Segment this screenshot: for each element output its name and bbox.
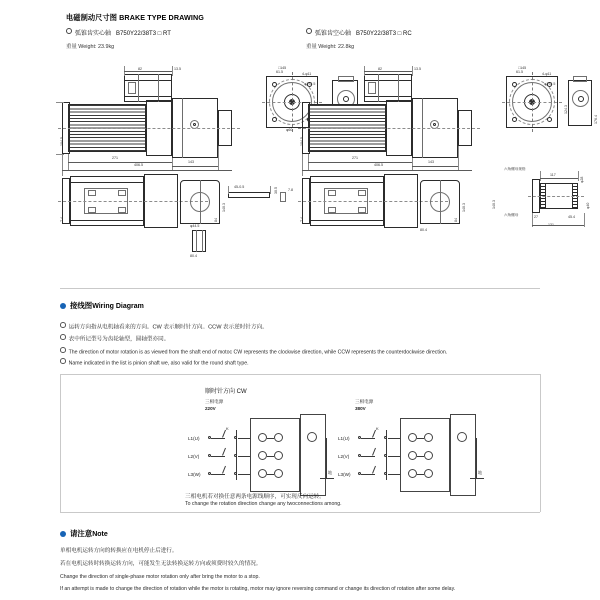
- supply-left-cn: 三相电源: [205, 399, 224, 404]
- wiring-circuit-220v: [188, 412, 338, 502]
- bullet-icon: [60, 322, 66, 328]
- bullet-icon: [60, 358, 66, 364]
- left-weight: [66, 42, 114, 50]
- switch-k-label: K: [226, 426, 229, 431]
- right-weight-cn: 重量: [306, 44, 317, 50]
- supply-right-voltage: 380V: [355, 406, 366, 411]
- terminal-l1: L1(U): [338, 436, 350, 441]
- divider-wiring-top: [60, 374, 540, 375]
- earth-label: 地: [328, 470, 332, 475]
- cw-title: 顺时针方向 CW: [205, 389, 247, 395]
- switch-k-label: K: [376, 426, 379, 431]
- divider-wiring-bottom: [60, 512, 540, 513]
- note-heading-cn: 请注意: [70, 529, 93, 538]
- blue-dot-icon: [60, 531, 66, 537]
- left-model-code: B750Y22/38T3 □ RT: [116, 31, 171, 37]
- terminal-l1: L1(U): [188, 436, 200, 441]
- note-cn-2: 若在电机运转时转换运转方向，可能发生无法转换运转方向或须费时较久的情况。: [60, 561, 262, 567]
- drawing-left-top-side-view: 82 13.5 271 143 406.5 104.5: [62, 62, 312, 172]
- left-weight-cn: 重量: [66, 44, 77, 50]
- drawing-left-bottom-top-view: 7.4 140.3 84 φ44.5 80.4: [62, 170, 312, 250]
- supply-right-cn: 三相电源: [355, 399, 374, 404]
- note-heading-en: Note: [92, 531, 108, 538]
- note-heading: [60, 528, 108, 539]
- supply-left-voltage: 220V: [205, 406, 216, 411]
- terminal-l2: L2(V): [188, 454, 200, 459]
- wiring-heading: [60, 300, 144, 311]
- right-model-code: B750Y22/38T3 □ RC: [356, 31, 412, 37]
- note-en-1: Change the direction of single-phase motor rotation only after bring the motor to a stop.: [60, 574, 260, 580]
- earth-label: 地: [478, 470, 482, 475]
- drawing-right-top-rear-view: 176.4 124.3: [566, 62, 600, 172]
- wiring-note-en-2: Name indicated in the list is pinion shaft we, also valid for the round shaft type.: [60, 358, 249, 367]
- right-model-spec: [306, 28, 412, 37]
- blue-dot-icon: [60, 303, 66, 309]
- divider-top: [60, 288, 540, 289]
- drawing-left-key-detail: 45-0.5 30.5 7.8: [218, 178, 298, 218]
- right-weight-en: Weight: 22.8kg: [318, 44, 355, 50]
- wiring-footer-en: To change the rotation direction change any twoconnections among.: [185, 501, 342, 507]
- note-cn-1: 单相电机运转方向的转换应在电机停止后进行。: [60, 548, 178, 554]
- wiring-note-en-1: The direction of motor rotation is as viewed from the shaft end of motoc CW represents the clockwise direction, while CCW represents the counterdockwise direction.: [60, 347, 447, 356]
- wiring-note-cn-1: 运转方向指从电机轴看来的方向。CW 表示顺时针方向。CCW 表示逆时针方向。: [60, 322, 268, 331]
- page-title-en: BRAKE TYPE DRAWING: [119, 13, 204, 22]
- wiring-note-cn-2: 表中所记型号为齿轮轴型，圆轴型亦同。: [60, 334, 169, 343]
- terminal-l3: L3(W): [188, 472, 201, 477]
- bullet-icon: [60, 334, 66, 340]
- divider-wiring-left: [60, 374, 61, 512]
- right-weight: [306, 42, 354, 50]
- drawing-right-top-front-view: □145 4-φ11 φ172.5 61.5: [502, 62, 564, 172]
- bullet-icon: [306, 28, 312, 34]
- page-title-cn: 电磁制动尺寸图: [66, 13, 118, 22]
- drawing-left-top-front-view: □145 4-φ11 φ172.5 φ60 61.5: [262, 62, 324, 172]
- drawing-right-top-side-view: 82 13.5 271 143 406.5 104.5: [302, 62, 552, 172]
- note-en-2: If an attempt is made to change the direction of rotation while the motor is rotating, motor may ignore reversing command or change its direction of rotation after some delay.: [60, 586, 456, 592]
- terminal-l3: L3(W): [338, 472, 351, 477]
- left-weight-en: Weight: 23.9kg: [78, 44, 115, 50]
- page-title: [66, 13, 204, 23]
- right-spec-cn: 弧锥齿空心轴: [315, 31, 352, 37]
- bullet-icon: [66, 28, 72, 34]
- wiring-heading-cn: 接线图: [70, 301, 93, 310]
- drawing-right-bottom-top-view: 7.4 140.3 84 80.4: [302, 170, 492, 250]
- bullet-icon: [60, 347, 66, 353]
- drawing-right-hollow-shaft-detail: 六角螺母规格 六角螺母 117 27 45.4 φ40 φ28 140.3: [488, 165, 598, 235]
- wiring-circuit-380v: [338, 412, 488, 502]
- wiring-footer-cn: 三相电机若对换任意两条电源线顺序，可实现反向运转。: [185, 494, 325, 500]
- left-spec-cn: 弧锥齿实心轴: [75, 31, 112, 37]
- terminal-l2: L2(V): [338, 454, 350, 459]
- left-model-spec: [66, 28, 171, 37]
- divider-wiring-right: [540, 374, 541, 512]
- wiring-heading-en: Wiring Diagram: [92, 303, 144, 310]
